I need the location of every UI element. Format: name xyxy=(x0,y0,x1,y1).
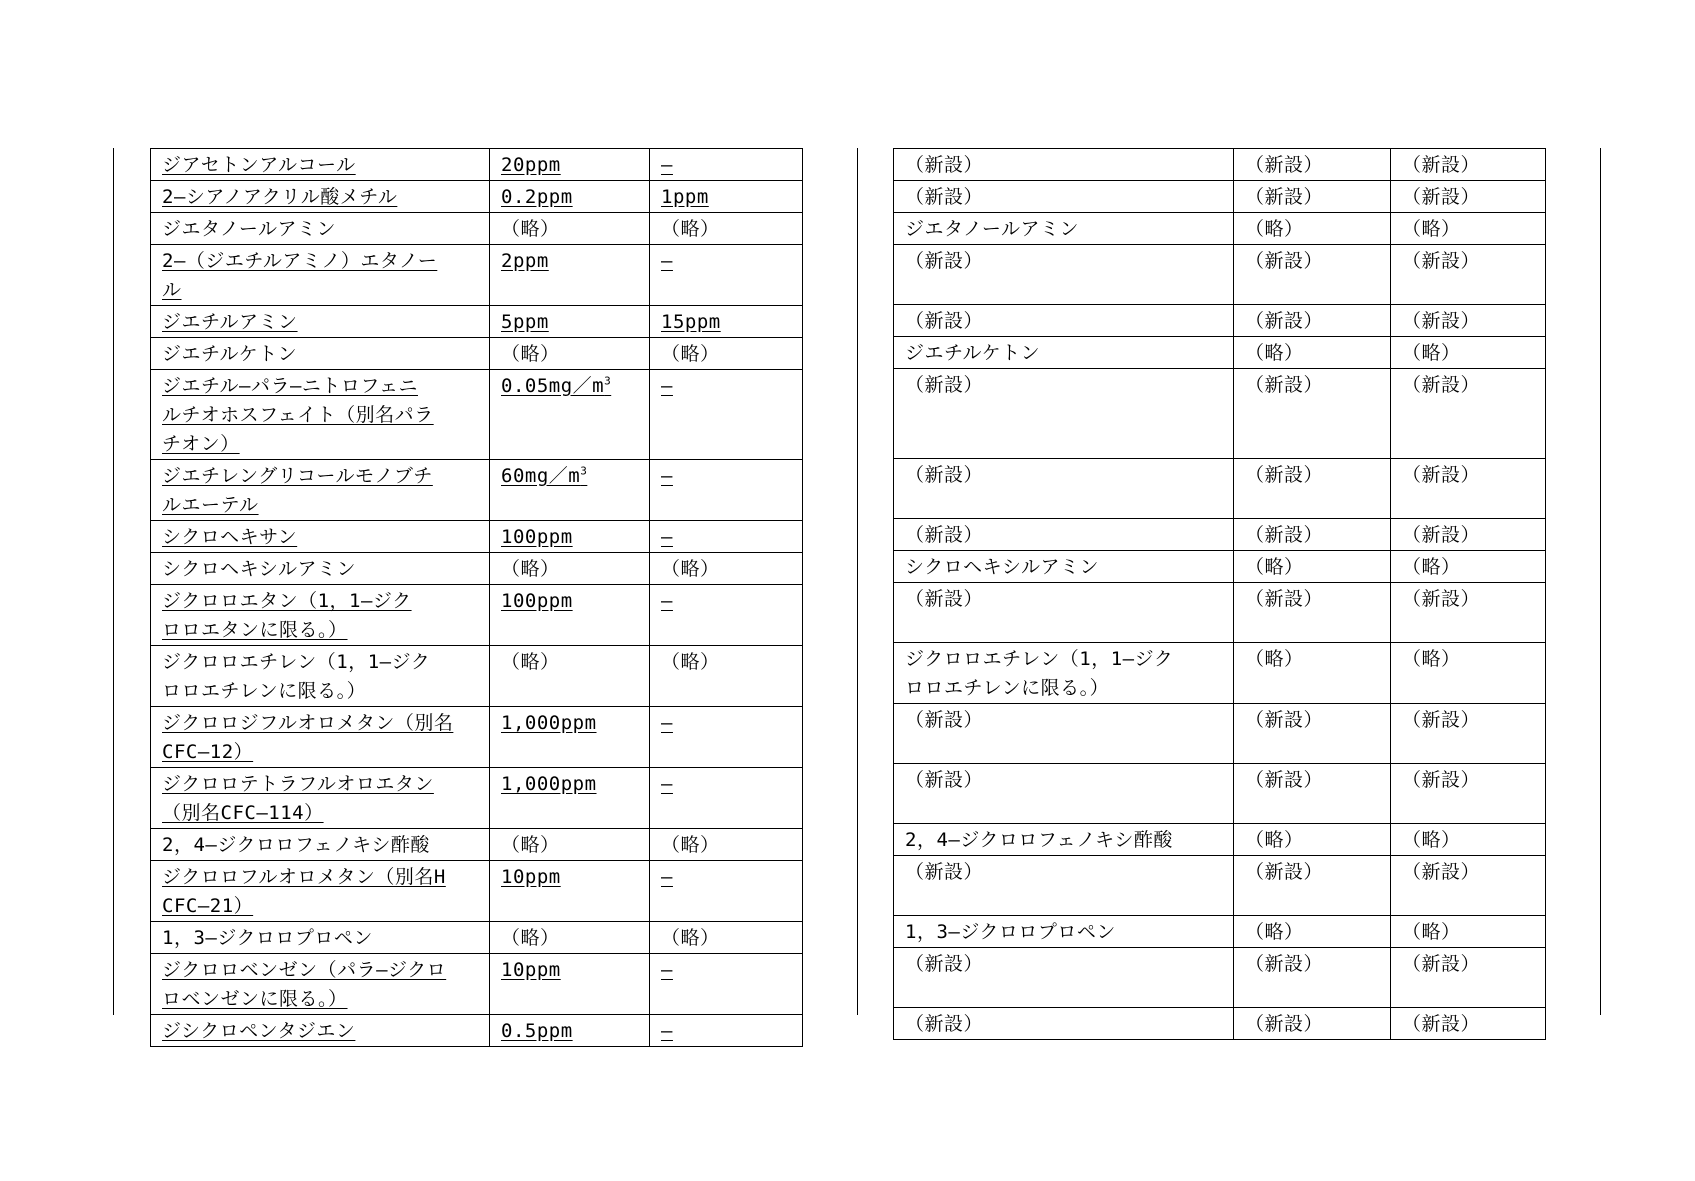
table-row xyxy=(894,856,1546,916)
center-divider xyxy=(857,148,858,1015)
table-row xyxy=(151,922,803,954)
concentration-cell: （略） xyxy=(1234,213,1391,245)
substance-name-cell: ジシクロペンタジエン xyxy=(151,1015,490,1047)
substance-name-cell: （新設） xyxy=(894,856,1234,916)
substance-name-cell: 2—シアノアクリル酸メチル xyxy=(151,181,490,213)
short-term-value-cell: （略） xyxy=(650,213,803,245)
table-row xyxy=(151,338,803,370)
table-row xyxy=(151,213,803,245)
concentration-cell: $0.05mg/m^3$ xyxy=(490,370,650,460)
short-term-value-cell: — xyxy=(650,245,803,306)
concentration-cell: 100ppm xyxy=(490,521,650,553)
table-row xyxy=(894,1008,1546,1040)
short-term-value-cell: （新設） xyxy=(1391,519,1546,551)
concentration-cell: （略） xyxy=(1234,337,1391,369)
substance-name-cell: （新設） xyxy=(894,948,1234,1008)
short-term-value-cell: （新設） xyxy=(1391,369,1546,459)
concentration-cell: （略） xyxy=(490,213,650,245)
concentration-cell: （新設） xyxy=(1234,704,1391,764)
concentration-cell: （新設） xyxy=(1234,459,1391,519)
table-row xyxy=(151,181,803,213)
substance-name-cell: ジクロロエチレン（1，1—ジク ロロエチレンに限る。） xyxy=(151,646,490,707)
substance-name-cell: ジエチレングリコールモノブチ ルエーテル xyxy=(151,460,490,521)
cubic-superscript: 3 xyxy=(604,374,612,388)
table-row xyxy=(151,585,803,646)
substance-name-cell: ジエチル—パラ—ニトロフェニ ルチオホスフェイト（別名パラ チオン） xyxy=(151,370,490,460)
short-term-value-cell: — xyxy=(650,370,803,460)
short-term-value-cell: 1ppm xyxy=(650,181,803,213)
table-row xyxy=(894,948,1546,1008)
table-row xyxy=(151,646,803,707)
left-page-border xyxy=(113,148,114,1015)
concentration-cell: 1,000ppm xyxy=(490,768,650,829)
substance-name-cell: ジクロロエタン（1，1—ジク ロロエタンに限る。） xyxy=(151,585,490,646)
table-row xyxy=(151,460,803,521)
concentration-cell: （新設） xyxy=(1234,519,1391,551)
concentration-cell: 0.5ppm xyxy=(490,1015,650,1047)
short-term-value-cell: — xyxy=(650,585,803,646)
concentration-cell: （新設） xyxy=(1234,369,1391,459)
substance-name-cell: （新設） xyxy=(894,459,1234,519)
short-term-value-cell: （略） xyxy=(650,646,803,707)
current-table xyxy=(893,148,1546,1040)
short-term-value-cell: （略） xyxy=(1391,337,1546,369)
short-term-value-cell: — xyxy=(650,768,803,829)
substance-name-cell: ジクロロエチレン（1，1—ジク ロロエチレンに限る。） xyxy=(894,643,1234,704)
table-row xyxy=(894,583,1546,643)
table-row xyxy=(151,954,803,1015)
substance-name-cell: （新設） xyxy=(894,583,1234,643)
short-term-value-cell: （新設） xyxy=(1391,1008,1546,1040)
substance-name-cell: 2，4—ジクロロフェノキシ酢酸 xyxy=(151,829,490,861)
concentration-cell: （略） xyxy=(490,646,650,707)
substance-name-cell: シクロヘキサン xyxy=(151,521,490,553)
table-row xyxy=(151,245,803,306)
substance-name-cell: ジクロロベンゼン（パラ—ジクロ ロベンゼンに限る。） xyxy=(151,954,490,1015)
table-row xyxy=(151,149,803,181)
table-row xyxy=(151,370,803,460)
concentration-cell: 10ppm xyxy=(490,954,650,1015)
revised-table xyxy=(150,148,803,1047)
short-term-value-cell: （略） xyxy=(1391,213,1546,245)
concentration-cell: （略） xyxy=(1234,643,1391,704)
substance-name-cell: 1，3—ジクロロプロペン xyxy=(151,922,490,954)
substance-name-cell: ジエチルケトン xyxy=(151,338,490,370)
concentration-cell: 100ppm xyxy=(490,585,650,646)
table-row xyxy=(151,768,803,829)
short-term-value-cell: — xyxy=(650,954,803,1015)
table-row xyxy=(151,553,803,585)
short-term-value-cell: （略） xyxy=(650,338,803,370)
substance-name-cell: （新設） xyxy=(894,519,1234,551)
concentration-cell: （略） xyxy=(1234,916,1391,948)
concentration-cell: （新設） xyxy=(1234,181,1391,213)
substance-name-cell: シクロヘキシルアミン xyxy=(151,553,490,585)
short-term-value-cell: — xyxy=(650,460,803,521)
concentration-cell: （新設） xyxy=(1234,149,1391,181)
concentration-cell: （新設） xyxy=(1234,1008,1391,1040)
concentration-cell: （新設） xyxy=(1234,764,1391,824)
short-term-value-cell: 15ppm xyxy=(650,306,803,338)
substance-name-cell: （新設） xyxy=(894,245,1234,305)
substance-name-cell: ジエチルアミン xyxy=(151,306,490,338)
concentration-cell: （略） xyxy=(1234,824,1391,856)
table-row xyxy=(894,213,1546,245)
substance-name-cell: （新設） xyxy=(894,305,1234,337)
short-term-value-cell: — xyxy=(650,707,803,768)
substance-name-cell: ジアセトンアルコール xyxy=(151,149,490,181)
substance-name-cell: 2—（ジエチルアミノ）エタノー ル xyxy=(151,245,490,306)
table-row xyxy=(151,861,803,922)
table-row xyxy=(894,643,1546,704)
table-row xyxy=(894,149,1546,181)
table-row xyxy=(894,245,1546,305)
concentration-cell: （新設） xyxy=(1234,305,1391,337)
short-term-value-cell: — xyxy=(650,149,803,181)
short-term-value-cell: （略） xyxy=(650,829,803,861)
table-row xyxy=(151,829,803,861)
substance-name-cell: （新設） xyxy=(894,181,1234,213)
concentration-cell: 1,000ppm xyxy=(490,707,650,768)
table-row xyxy=(894,305,1546,337)
substance-name-cell: ジクロロジフルオロメタン（別名 CFC—12） xyxy=(151,707,490,768)
right-page-border xyxy=(1600,148,1601,1015)
short-term-value-cell: （略） xyxy=(1391,824,1546,856)
short-term-value-cell: （新設） xyxy=(1391,583,1546,643)
short-term-value-cell: — xyxy=(650,861,803,922)
substance-name-cell: ジエチルケトン xyxy=(894,337,1234,369)
revised-table-body xyxy=(151,149,803,1047)
table-row xyxy=(151,521,803,553)
table-row xyxy=(151,306,803,338)
table-row xyxy=(894,916,1546,948)
concentration-cell: （新設） xyxy=(1234,245,1391,305)
concentration-cell: （略） xyxy=(490,338,650,370)
short-term-value-cell: （新設） xyxy=(1391,181,1546,213)
short-term-value-cell: （新設） xyxy=(1391,948,1546,1008)
short-term-value-cell: （新設） xyxy=(1391,149,1546,181)
substance-name-cell: ジクロロフルオロメタン（別名H CFC—21） xyxy=(151,861,490,922)
short-term-value-cell: （新設） xyxy=(1391,856,1546,916)
substance-name-cell: シクロヘキシルアミン xyxy=(894,551,1234,583)
substance-name-cell: ジエタノールアミン xyxy=(894,213,1234,245)
table-row xyxy=(894,459,1546,519)
substance-name-cell: （新設） xyxy=(894,369,1234,459)
short-term-value-cell: （新設） xyxy=(1391,704,1546,764)
concentration-cell: $60mg/m^3$ xyxy=(490,460,650,521)
substance-name-cell: ジクロロテトラフルオロエタン （別名CFC—114） xyxy=(151,768,490,829)
concentration-cell: （略） xyxy=(490,553,650,585)
current-table-body xyxy=(894,149,1546,1040)
short-term-value-cell: （新設） xyxy=(1391,459,1546,519)
table-row xyxy=(894,181,1546,213)
short-term-value-cell: （新設） xyxy=(1391,305,1546,337)
concentration-cell: 20ppm xyxy=(490,149,650,181)
short-term-value-cell: — xyxy=(650,1015,803,1047)
table-row xyxy=(894,824,1546,856)
concentration-cell: 10ppm xyxy=(490,861,650,922)
short-term-value-cell: （略） xyxy=(650,553,803,585)
concentration-cell: （新設） xyxy=(1234,856,1391,916)
concentration-cell: （新設） xyxy=(1234,948,1391,1008)
short-term-value-cell: （略） xyxy=(1391,551,1546,583)
table-row xyxy=(894,551,1546,583)
substance-name-cell: （新設） xyxy=(894,704,1234,764)
short-term-value-cell: （略） xyxy=(1391,643,1546,704)
concentration-cell: （略） xyxy=(490,922,650,954)
table-row xyxy=(151,707,803,768)
substance-name-cell: （新設） xyxy=(894,1008,1234,1040)
substance-name-cell: 2，4—ジクロロフェノキシ酢酸 xyxy=(894,824,1234,856)
cubic-superscript: 3 xyxy=(580,464,588,478)
substance-name-cell: ジエタノールアミン xyxy=(151,213,490,245)
substance-name-cell: （新設） xyxy=(894,149,1234,181)
concentration-cell: （新設） xyxy=(1234,583,1391,643)
short-term-value-cell: （新設） xyxy=(1391,245,1546,305)
table-row xyxy=(894,369,1546,459)
short-term-value-cell: — xyxy=(650,521,803,553)
concentration-cell: 5ppm xyxy=(490,306,650,338)
short-term-value-cell: （新設） xyxy=(1391,764,1546,824)
concentration-cell: 0.2ppm xyxy=(490,181,650,213)
table-row xyxy=(894,519,1546,551)
concentration-cell: 2ppm xyxy=(490,245,650,306)
substance-name-cell: 1，3—ジクロロプロペン xyxy=(894,916,1234,948)
short-term-value-cell: （略） xyxy=(650,922,803,954)
concentration-cell: （略） xyxy=(1234,551,1391,583)
table-row xyxy=(894,337,1546,369)
substance-name-cell: （新設） xyxy=(894,764,1234,824)
concentration-cell: （略） xyxy=(490,829,650,861)
short-term-value-cell: （略） xyxy=(1391,916,1546,948)
table-row xyxy=(894,764,1546,824)
table-row xyxy=(894,704,1546,764)
table-row xyxy=(151,1015,803,1047)
